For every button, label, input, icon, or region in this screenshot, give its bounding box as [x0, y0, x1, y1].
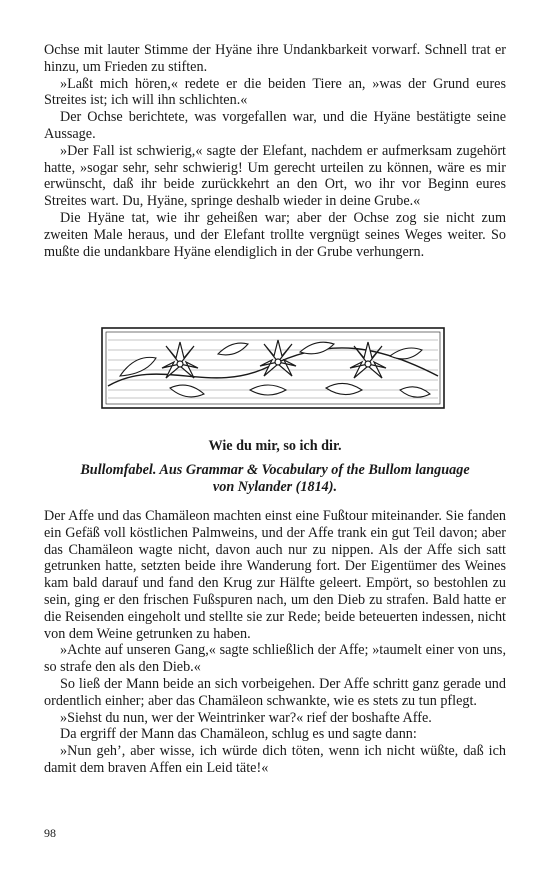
paragraph: »Laßt mich hören,« redete er die beiden Tiere an, »was der Grund eures Streites ist; ich will ihn schlichten.«	[44, 75, 506, 109]
paragraph: Der Ochse berichtete, was vorgefallen war, und die Hyäne bestätigte seine Aussage.	[44, 109, 506, 142]
floral-lily-vignette-icon	[100, 326, 446, 410]
paragraph: Der Affe und das Chamäleon machten einst eine Fußtour miteinander. Sie fanden ein Gefäß voll köstlichen Palmweins, und der Affe trank ein gut Teil davon; aber das Chamäleon wagte nicht, davon auch nur zu nippen. Als der Affe sich satt getrunken hatte, setzten beide ihre Wanderung fort. Der Eigentümer des Weines kam bald darauf und fand den Krug zur Hälfte geleert. Empört, so bestohlen zu sein, ging er den frischen Fußspuren nach, um den Dieb zu strafen. Bald hatte er die Reisenden eingeholt und stellte sie zur Rede; beide beteuerten indessen, nicht von dem Weine getrunken zu haben.	[44, 508, 506, 642]
top-text-block	[44, 42, 506, 260]
subtitle-line: Bullomfabel. Aus Grammar & Vocabulary of the Bullom language	[80, 462, 470, 478]
paragraph: Da ergriff der Mann das Chamäleon, schlug es und sagte dann:	[60, 726, 417, 743]
page-number: 98	[44, 826, 56, 840]
subtitle-line: von Nylander (1814).	[212, 479, 338, 495]
paragraph: »Siehst du nun, wer der Weintrinker war?« rief der boshafte Affe.	[60, 709, 432, 726]
bottom-text-block	[44, 508, 506, 777]
paragraph: »Nun geh’, aber wisse, ich würde dich töten, wenn ich nicht wüßte, daß ich damit dem braven Affen ein Leid täte!«	[44, 743, 506, 776]
paragraph: »Achte auf unseren Gang,« sagte schließlich der Affe; »taumelt einer von uns, so strafe den als den Dieb.«	[44, 642, 506, 676]
paragraph: So ließ der Mann beide an sich vorbeigehen. Der Affe schritt ganz gerade und ordentlich einher; aber das Chamäleon schwankte, wie es stets zu tun pflegt.	[44, 675, 506, 709]
story-subtitle	[44, 462, 506, 496]
paragraph: »Der Fall ist schwierig,« sagte der Elefant, nachdem er aufmerksam zugehört hatte, »sogar sehr, sehr schwierig! Um gerecht urteilen zu können, wäre es mir erwünscht, daß ihr beide zurückkehrt an den Ort, wo ihr vor Beginn eures Streites wart. Du, Hyäne, springe deshalb wieder in deine Grube.«	[44, 142, 506, 210]
paragraph: Die Hyäne tat, wie ihr geheißen war; aber der Ochse zog sie nicht zum zweiten Male heraus, und der Elefant trollte vergnügt seines Weges weiter. So mußte die undankbare Hyäne elendiglich in der Grube verhungern.	[44, 209, 506, 260]
paragraph: Ochse mit lauter Stimme der Hyäne ihre Undankbarkeit vorwarf. Schnell trat er hinzu, um Frieden zu stiften.	[44, 42, 506, 75]
story-title: Wie du mir, so ich dir.	[208, 438, 342, 454]
